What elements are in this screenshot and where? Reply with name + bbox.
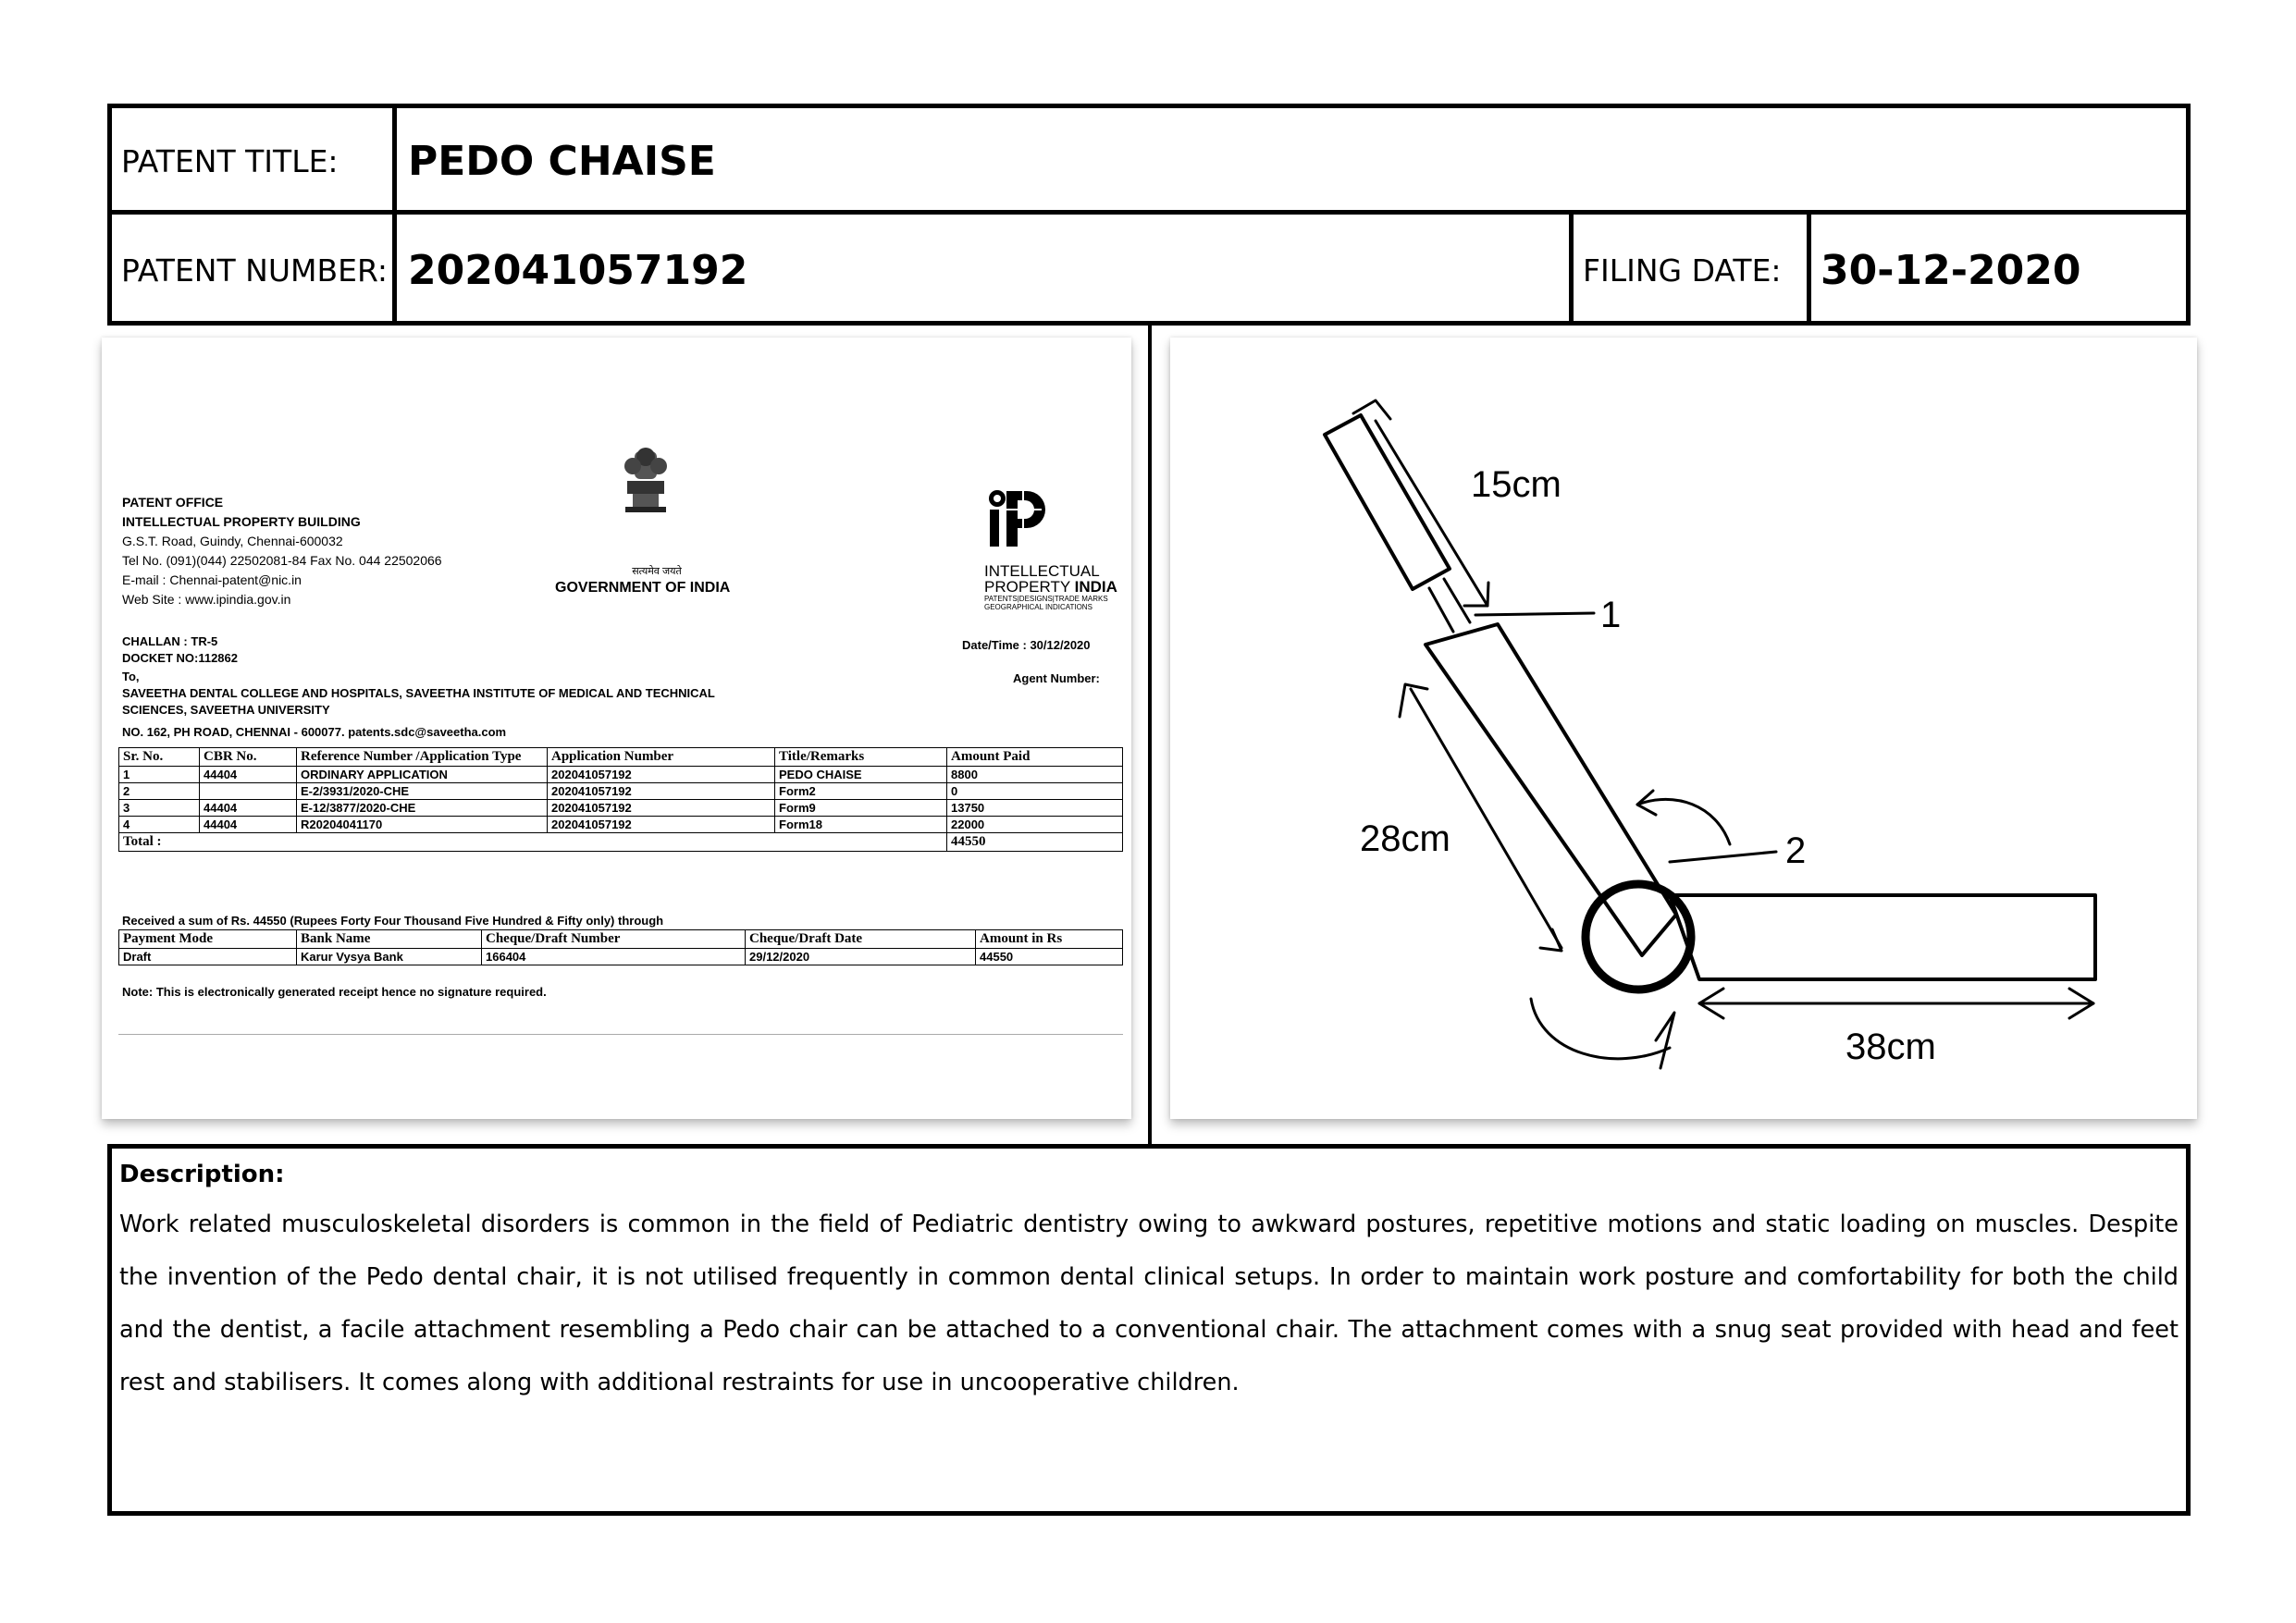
patent-title-label: PATENT TITLE: <box>121 143 339 179</box>
table-row: Draft Karur Vysya Bank 166404 29/12/2020 44550 <box>119 949 1123 965</box>
table-row: 1 44404 ORDINARY APPLICATION 202041057192 PEDO CHAISE 8800 <box>119 767 1123 783</box>
agent-number: Agent Number: <box>1013 671 1100 685</box>
docket-number: DOCKET NO:112862 <box>122 651 238 665</box>
table-row: 4 44404 R20204041170 202041057192 Form18 22000 <box>119 817 1123 833</box>
reference-1-label: 1 <box>1600 595 1622 635</box>
panel-divider <box>1148 326 1152 1144</box>
reference-2-label: 2 <box>1785 830 1807 871</box>
challan-number: CHALLAN : TR-5 <box>122 634 218 648</box>
payment-table-header: Payment Mode Bank Name Cheque/Draft Number Cheque/Draft Date Amount in Rs <box>119 930 1123 949</box>
fees-table-header: Sr. No. CBR No. Reference Number /Application Type Application Number Title/Remarks Amount Paid <box>119 748 1123 767</box>
office-address: PATENT OFFICE INTELLECTUAL PROPERTY BUILDING G.S.T. Road, Guindy, Chennai-600032 Tel No. (091)(044) 22502081-84 Fax No. 044 22502066 E-mail : Chennai-patent@nic.in Web Site : www.ipindia.gov.in <box>122 495 442 607</box>
addressee: SAVEETHA DENTAL COLLEGE AND HOSPITALS, SAVEETHA INSTITUTE OF MEDICAL AND TECHNICAL <box>122 686 715 700</box>
receipt-divider <box>118 1034 1123 1035</box>
received-statement: Received a sum of Rs. 44550 (Rupees Forty Four Thousand Five Hundred & Fifty only) through <box>122 914 664 928</box>
emblem-icon <box>609 444 683 555</box>
ip-india-logo-icon <box>986 486 1051 550</box>
description-box <box>107 1144 2191 1516</box>
receipt-note: Note: This is electronically generated receipt hence no signature required. <box>122 985 547 999</box>
receipt-panel <box>102 338 1131 1119</box>
dim-38cm-label: 38cm <box>1845 1027 1936 1067</box>
dim-15cm-label: 15cm <box>1471 464 1562 505</box>
fees-table <box>118 747 1123 852</box>
payment-table <box>118 929 1123 965</box>
description-body: Work related musculoskeletal disorders is common in the field of Pediatric dentistry owing to awkward postures, repetitive motions and static loading on muscles. Despite the invention of the Pedo dental chair, it is not utilised frequently in common dental clinical setups. In order to maintain work posture and comfortability for both the child and the dentist, a facile attachment resembling a Pedo chair can be attached to a conventional chair. The attachment comes with a snug seat provided with head and feet rest and stabilisers. It comes along with additional restraints for use in uncooperative children. <box>119 1211 2179 1396</box>
government-label: GOVERNMENT OF INDIA <box>555 580 731 596</box>
description-heading: Description: <box>119 1161 285 1188</box>
receipt-datetime: Date/Time : 30/12/2020 <box>962 638 1091 652</box>
header-table <box>107 104 2191 326</box>
dim-28cm-label: 28cm <box>1360 818 1450 859</box>
ip-india-logo-text: INTELLECTUAL PROPERTY INDIA PATENTS|DESIGNS|TRADE MARKS GEOGRAPHICAL INDICATIONS <box>984 562 1117 611</box>
address: NO. 162, PH ROAD, CHENNAI - 600077. patents.sdc@saveetha.com <box>122 725 507 739</box>
table-row: 3 44404 E-12/3877/2020-CHE 202041057192 Form9 13750 <box>119 800 1123 817</box>
emblem-caption: सत्यमेव जयते <box>632 566 682 577</box>
to-label: To, <box>122 670 140 683</box>
pedo-chaise-diagram <box>1170 338 2197 1119</box>
total-row: Total : 44550 <box>119 833 1123 852</box>
drawing-panel <box>1170 338 2197 1119</box>
addressee-line2: SCIENCES, SAVEETHA UNIVERSITY <box>122 703 330 717</box>
filing-date-value: 30-12-2020 <box>1821 246 2081 294</box>
patent-title-value: PEDO CHAISE <box>408 138 716 185</box>
filing-date-label: FILING DATE: <box>1583 252 1782 289</box>
patent-number-value: 202041057192 <box>408 246 748 294</box>
table-row: 2 E-2/3931/2020-CHE 202041057192 Form2 0 <box>119 783 1123 800</box>
patent-number-label: PATENT NUMBER: <box>121 252 388 289</box>
